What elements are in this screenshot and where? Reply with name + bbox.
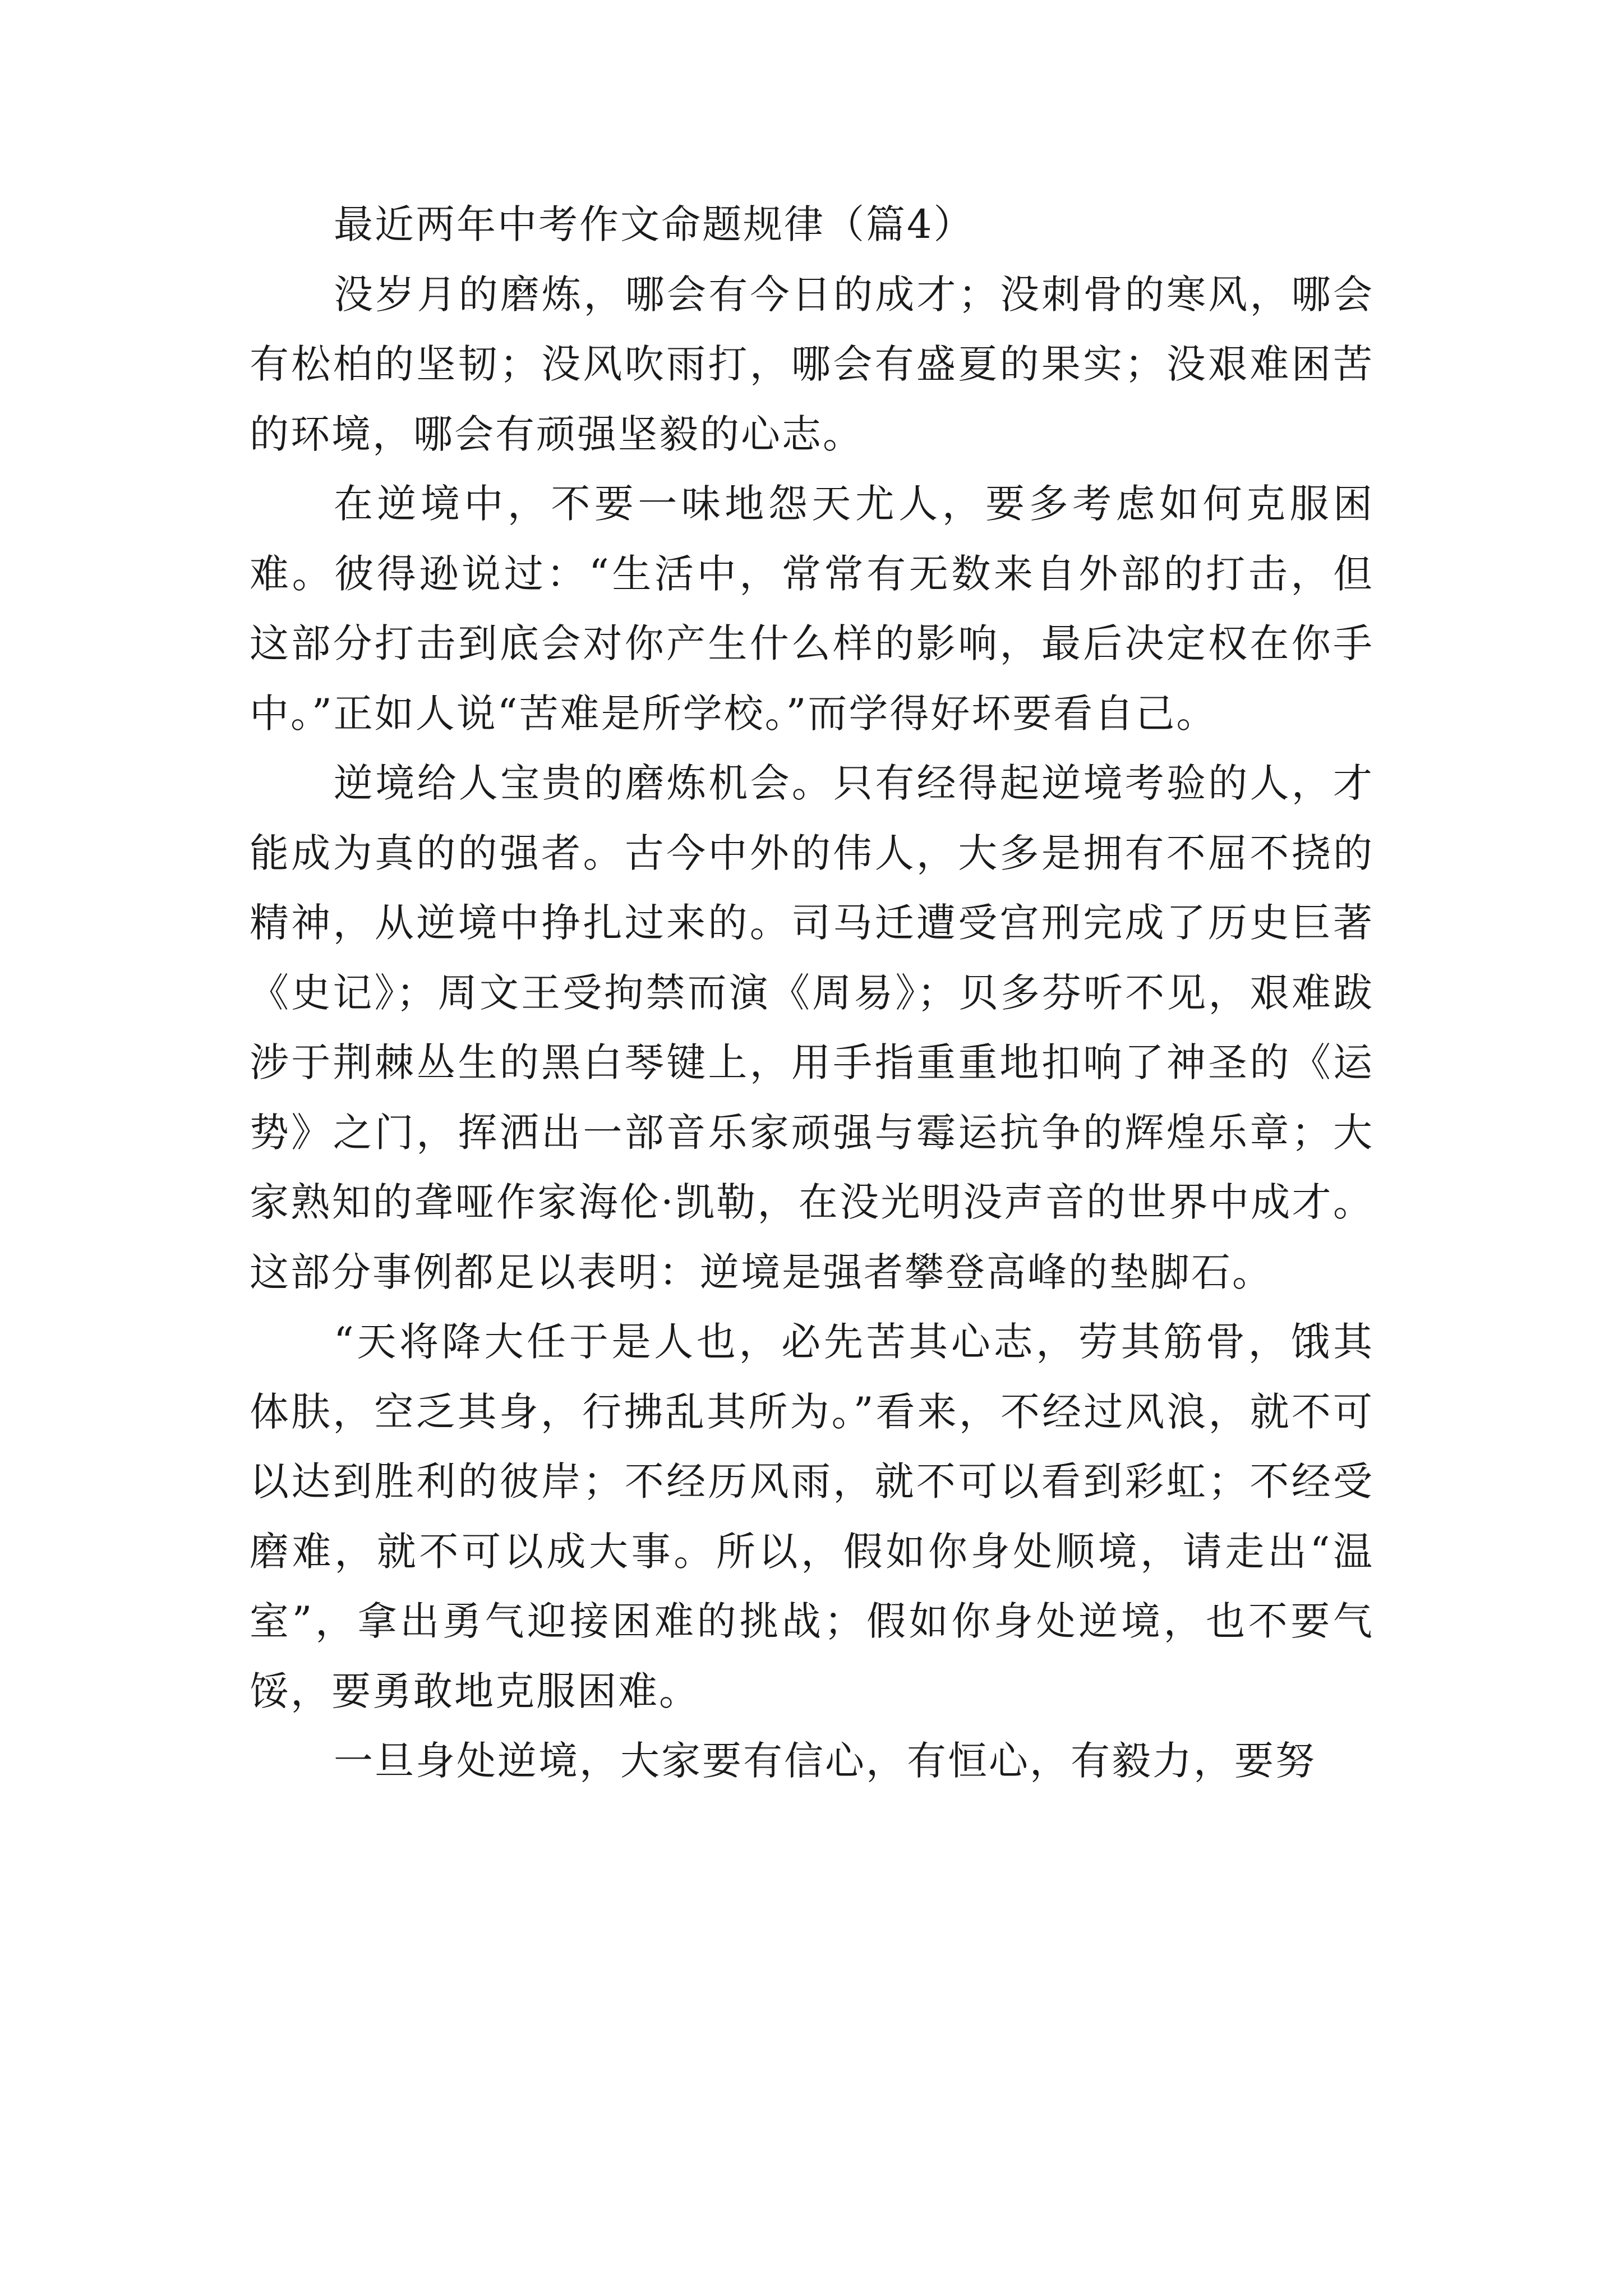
- paragraph-3: 逆境给人宝贵的磨炼机会。只有经得起逆境考验的人，才能成为真的的强者。古今中外的伟人，大多是拥有不屈不挠的精神，从逆境中挣扎过来的。司马迁遭受宫刑完成了历史巨著《史记》；周文王受拘禁而演《周易》；贝多芬听不见，艰难跋涉于荆棘丛生的黑白琴键上，用手指重重地扣响了神圣的《运势》之门，挥洒出一部音乐家顽强与霉运抗争的辉煌乐章；大家熟知的聋哑作家海伦·凯勒，在没光明没声音的世界中成才。这部分事例都足以表明：逆境是强者攀登高峰的垫脚石。: [250, 760, 1374, 1295]
- paragraph-1: 没岁月的磨炼，哪会有今日的成才；没刺骨的寒风，哪会有松柏的坚韧；没风吹雨打，哪会有盛夏的果实；没艰难困苦的环境，哪会有顽强坚毅的心志。: [250, 271, 1374, 457]
- paragraph-5: 一旦身处逆境，大家要有信心，有恒心，有毅力，要努: [334, 1738, 1316, 1784]
- paragraph-4: “天将降大任于是人也，必先苦其心志，劳其筋骨，饿其体肤，空乏其身，行拂乱其所为。”看来，不经过风浪，就不可以达到胜利的彼岸；不经历风雨，就不可以看到彩虹；不经受磨难，就不可以成大事。所以，假如你身处顺境，请走出“温室”，拿出勇气迎接困难的挑战；假如你身处逆境，也不要气馁，要勇敢地克服困难。: [250, 1319, 1374, 1714]
- document-body: [250, 190, 1374, 1796]
- paragraph-2: 在逆境中，不要一味地怨天尤人，要多考虑如何克服困难。彼得逊说过：“生活中，常常有无数来自外部的打击，但这部分打击到底会对你产生什么样的影响，最后决定权在你手中。”正如人说“苦难是所学校。”而学得好坏要看自己。: [250, 481, 1374, 737]
- document-title: 最近两年中考作文命题规律（篇4）: [334, 201, 975, 247]
